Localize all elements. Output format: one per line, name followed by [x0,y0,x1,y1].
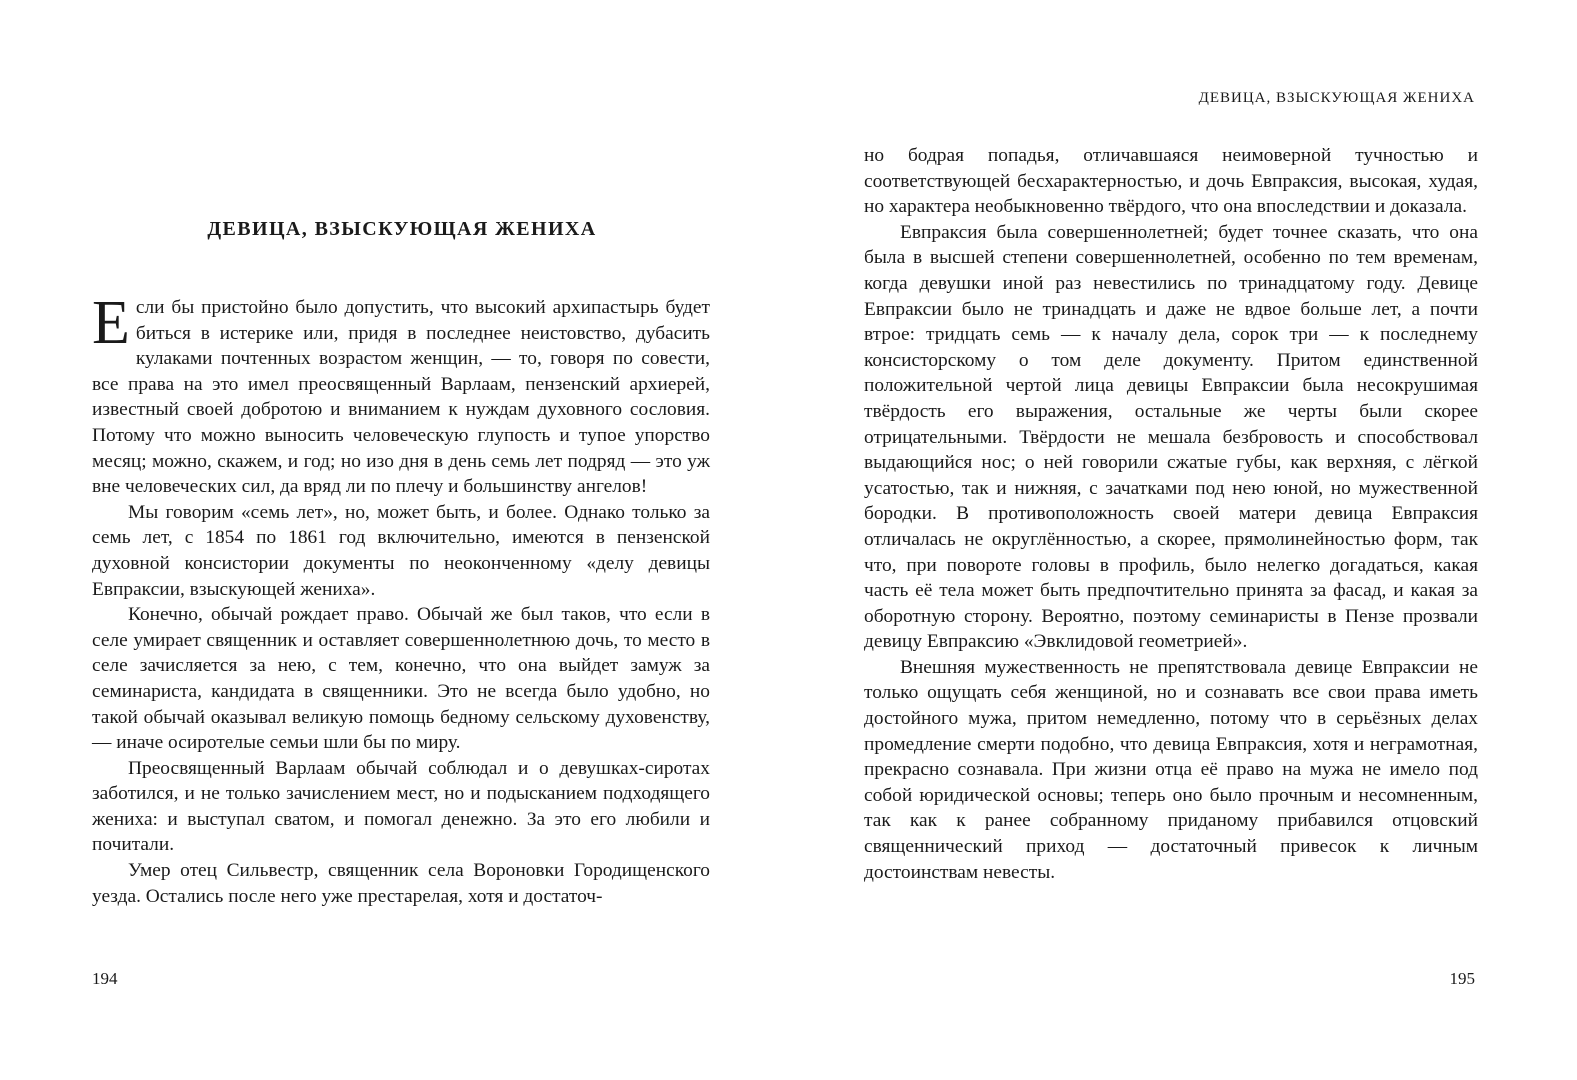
right-body-text [864,143,1478,885]
paragraph [92,289,710,500]
paragraph: Преосвященный Варлаам обычай соблюдал и о девушках-сиротах заботился, и не только зачислением мест, но и подысканием подходящего жениха: и выступал сватом, и помогал денежно. За это его любили и почитали. [92,757,710,856]
running-head: ДЕВИЦА, ВЗЫСКУЮЩАЯ ЖЕНИХА [1198,90,1475,106]
left-page [0,0,788,1080]
page-number: 194 [92,969,118,988]
paragraph-text: сли бы пристойно было допустить, что высокий архипастырь будет биться в истерике или, придя в последнее неистовство, дубасить кулаками почтенных возрастом женщин, — то, говоря по совести, все права на это имел преосвященный Варлаам, пензенский архиерей, известный своей добротою и вниманием к нуждам духовного сословия. Потому что можно выносить человеческую глупость и тупое упорство месяц; можно, скажем, и год; но изо дня в день семь лет подряд — это уж вне человеческих сил, да вряд ли по плечу и большинству ангелов! [92,297,710,498]
paragraph: Евпраксия была совершеннолетней; будет точнее сказать, что она была в высшей степени совершеннолетней, особенно по тем временам, когда девушки иной раз невестились по тринадцатому году. Девице Евпраксии было не тринадцать и даже не вдвое больше лет, а почти втрое: тридцать семь — к началу дела, сорок три — к последнему консисторскому о том деле документу. Притом единственной положительной чертой лица девицы Евпраксии была несокрушимая твёрдость его выражения, остальные же черты были скорее отрицательными. Твёрдости не мешала безбровость и способствовал выдающийся нос; о ней говорили сжатые губы, как верхняя, с лёгкой усатостью, так и нижняя, с зачатками под нею юной, но мужественной бородки. В противоположность своей матери девица Евпраксия отличалась не округлённостью, а скорее, прямолинейностью форм, так что, при повороте головы в профиль, было нелегко догадаться, какая часть её тела может быть предпочтительно принята за фасад, и какая за оборотную сторону. Вероятно, поэтому семинаристы в Пензе прозвали девицу Евпраксию «Эвклидовой геометрией». [864,221,1478,653]
chapter-title: ДЕВИЦА, ВЗЫСКУЮЩАЯ ЖЕНИХА [207,218,597,240]
paragraph: Мы говорим «семь лет», но, может быть, и более. Однако только за семь лет, с 1854 по 1861 год включительно, имеются в пензенской духовной консистории документы по неоконченному «делу девицы Евпраксии, взыскующей жениха». [92,501,710,600]
paragraph: Умер отец Сильвестр, священник села Вороновки Городищенского уезда. Остались после него уже престарелая, хотя и достаточ- [92,860,710,907]
right-page [788,0,1577,1080]
page-number: 195 [1449,969,1475,988]
paragraph: Конечно, обычай рождает право. Обычай же был таков, что если в селе умирает священник и оставляет совершеннолетнюю дочь, то место в селе зачисляется за нею, с тем, конечно, что она выйдет замуж за семинариста, кандидата в священники. Это не всегда было удобно, но такой обычай оказывал великую помощь бедному сельскому духовенству, — иначе осиротелые семьи шли бы по миру. [92,604,710,754]
paragraph: Внешняя мужественность не препятствовала девице Евпраксии не только ощущать себя женщиной, но и сознавать все свои права иметь достойного мужа, притом немедленно, потому что в серьёзных делах промедление смерти подобно, что девица Евпраксия, хотя и неграмотная, прекрасно сознавала. При жизни отца её право на мужа не имело под собой юридической основы; теперь оно было прочным и несомненным, так как к ранее собранному приданому прибавился отцовский священнический приход — достаточный привесок к личным достоинствам невесты. [864,656,1478,883]
drop-cap: Е [92,289,130,357]
paragraph-continuation: но бодрая попадья, отличавшаяся неимоверной тучностью и соответствующей бесхарактерностью, и дочь Евпраксия, высокая, худая, но характера необыкновенно твёрдого, что она впоследствии и доказала. [864,145,1478,218]
left-body-text [92,289,710,909]
